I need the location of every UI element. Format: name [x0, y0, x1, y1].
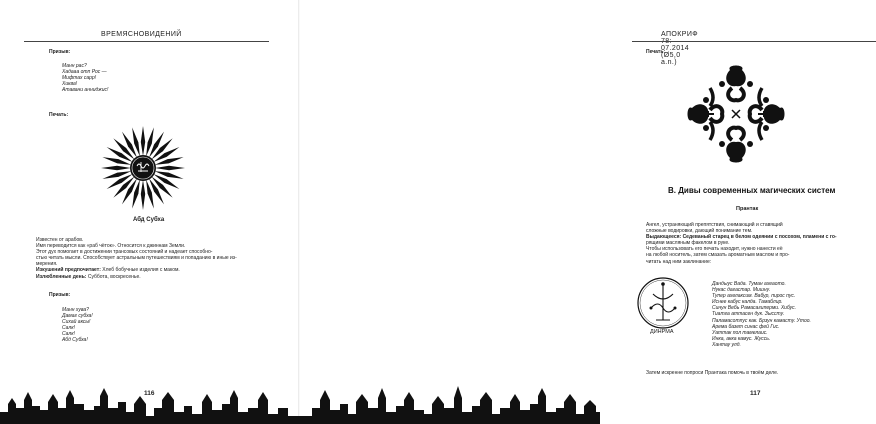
seal-caption: Абд Субха [133, 217, 165, 223]
spell-line: Тиатга аттасен дук. Зыссту. [712, 311, 785, 318]
right-description-line: Ангел, устраняющий препятствия, снимающий и ставящий [646, 222, 783, 228]
description-line: мерения. [36, 261, 58, 268]
description-line: Известен от арабов. [36, 237, 84, 243]
right-description-line: на любой носитель, затем смазать ароматным маслом и про- [646, 252, 790, 259]
call2-line: Дамаг субха! [62, 313, 93, 320]
call-line: Атавани анниджис! [62, 87, 109, 94]
sigil-caption: ДИНРМА [650, 329, 674, 335]
right-page [300, 0, 837, 424]
call2-line: Манн хува? [62, 307, 89, 313]
right-running-header: АПОКРИФ 07.2014 (Ø5,0 a.n.) [661, 31, 698, 66]
call2-label: Призыв: [49, 292, 71, 298]
circle-sigil-icon [636, 276, 690, 332]
call-lines [62, 63, 108, 93]
left-header-rule [24, 41, 269, 42]
description-line: Этот дух помогает в достижении трансовых состояний и надеает способно- [36, 249, 213, 256]
spell-line: Синун Вебь Рамасагиперми. Хибус. [712, 305, 797, 312]
call2-line: Сихай аксы! [62, 319, 91, 326]
right-description-line: Выдающееся: Седеваный старец в белом одеянии с посохом, пламени с го- [646, 234, 837, 241]
left-page [0, 0, 300, 424]
right-header-rule [632, 41, 876, 42]
right-seal-label: Печать: [646, 49, 666, 55]
call-line: Хиква! [62, 81, 78, 88]
call2-line: Салк! [62, 331, 75, 338]
city-skyline-decoration [0, 378, 600, 424]
spell-line: Дандыус Вада. Туман ахеаото. [712, 281, 786, 287]
call2-lines [62, 307, 93, 344]
spell-line: Паламасотпус как. Брзун камасту. Утоо. [712, 317, 811, 324]
spell-line: Инка, акка камус. Жуссь. [712, 335, 771, 342]
right-description-line: рящими масляным факелом в руке. [646, 240, 730, 247]
call-line: Манн рас? [62, 63, 87, 69]
spell-line: Хантау улд. [712, 341, 741, 348]
call-label: Призыв: [49, 49, 71, 55]
left-running-header: ВРЕМЯСНОВИДЕНИЙ [101, 31, 182, 38]
day-line [36, 274, 237, 280]
spell-line: Иснее кабус калда. Тамаблир. [712, 299, 783, 306]
right-description-line: сложные водировки, дающий понимание тем. [646, 228, 753, 235]
spell-line: Нукас дагастар. Мишну. [712, 287, 771, 294]
call2-line: Абд Субха! [62, 337, 88, 344]
section-title: B. Дивы современных магических систем [668, 186, 836, 195]
section-subtitle: Прантак [736, 206, 759, 212]
page-number-left: 116 [144, 390, 155, 397]
call-line: Мифтах сарр! [62, 75, 97, 82]
call2-line: Салк! [62, 325, 75, 332]
description-line: стью читать мысли. Способствует астральным путешествиям и попаданию в иные из- [36, 255, 237, 262]
page-number-right: 117 [750, 390, 761, 397]
taste-label: Изкушений предпочитает: [36, 267, 101, 274]
description-line: Имя переводится как «раб чёток». Относится к джиннам Земли. [36, 243, 186, 250]
description [36, 237, 237, 280]
day-label: Излюбленные день: [36, 273, 87, 280]
right-description [646, 222, 837, 265]
seal-label: Печать: [49, 112, 69, 118]
right-description-line: читать над ним заклинание: [646, 258, 712, 265]
call-line: Хадааа отп Рос — [62, 69, 107, 76]
right-description-line: Чтобы использовать его печать находит, нужно нанести её [646, 246, 783, 253]
day-text: Суббота, воскресенье. [87, 273, 141, 280]
taste-text: Хлеб бобучные изделия с маком. [102, 267, 180, 274]
sun-seal-icon [99, 124, 187, 212]
spell-lines [712, 281, 811, 348]
spell-line: Арема базет синас фей Гис. [712, 323, 780, 330]
closing-line: Затем искренне попроси Прантака помочь в твоём деле. [646, 370, 779, 376]
spell-line: Уаттак пол тамелаис. [712, 329, 768, 336]
diamond-seal-icon [682, 60, 790, 168]
spell-line: Тупер ахелаксим. Вабур, пирос пус. [712, 293, 796, 300]
